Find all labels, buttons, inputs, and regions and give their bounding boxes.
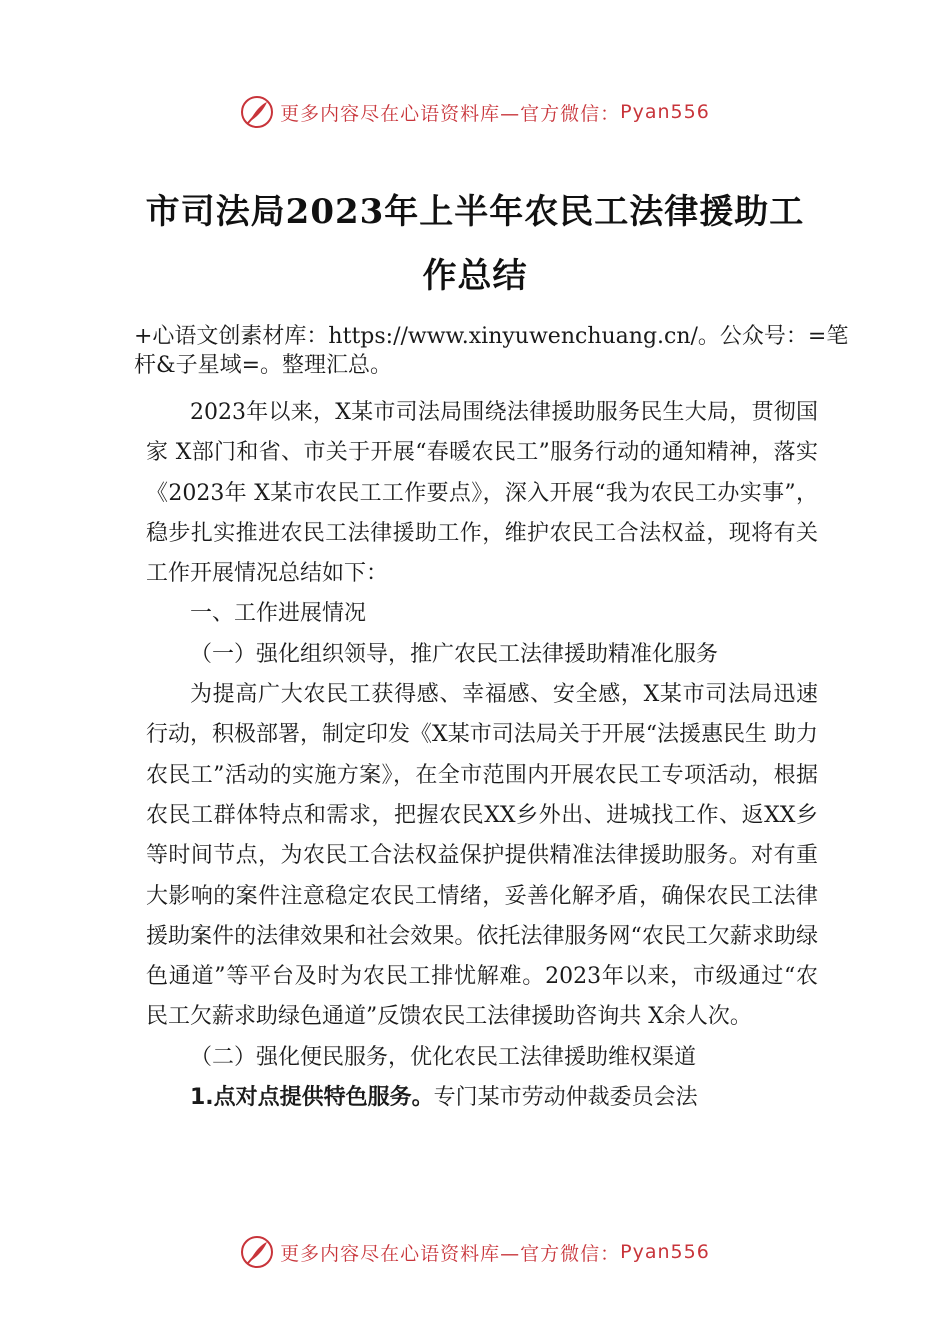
title-line-2: 作总结 — [422, 256, 528, 296]
banner-text: 更多内容尽在心语资料库—官方微信： — [280, 1242, 621, 1265]
document-body — [146, 393, 818, 1118]
item-text: 专门某市劳动仲裁委员会法 — [433, 1085, 698, 1111]
document-title — [130, 180, 820, 308]
section-heading-1: 一、工作进展情况 — [190, 601, 367, 627]
source-note: +心语文创素材库：https://www.xinyuwenchuang.cn/。公众号：=笔杆&子星域=。整理汇总。 — [134, 324, 849, 378]
feather-quill-logo-icon — [240, 95, 274, 129]
title-line-1: 市司法局2023年上半年农民工法律援助工 — [145, 192, 805, 232]
item-heading: 1.点对点提供特色服务。 — [190, 1085, 434, 1111]
subsection-heading-1: （一）强化组织领导，推广农民工法律援助精准化服务 — [190, 641, 719, 667]
footer-banner — [0, 1232, 950, 1272]
intro-paragraph: 2023年以来，X某市司法局围绕法律援助服务民生大局，贯彻国家 X部门和省、市关于开展“春暖农民工”服务行动的通知精神，落实《2023年 X某市农民工工作要点》，深入开展“我为农民工办实事”，稳步扎实推进农民工法律援助工作，维护农民工合法权益，现将有关工作开展情况总结如下： — [146, 400, 818, 587]
banner-contact: Pyan556 — [620, 1241, 710, 1263]
body-paragraph-2: 为提高广大农民工获得感、幸福感、安全感，X某市司法局迅速行动，积极部署，制定印发《X某市司法局关于开展“法援惠民生 助力农民工”活动的实施方案》，在全市范围内开展农民工专项活动，根据农民工群体特点和需求，把握农民XX乡外出、进城找工作、返XX乡等时间节点，为农民工合法权益保护提供精准法律援助服务。对有重大影响的案件注意稳定农民工情绪，妥善化解矛盾，确保农民工法律援助案件的法律效果和社会效果。依托法律服务网“农民工欠薪求助绿色通道”等平台及时为农民工排忧解难。2023年以来，市级通过“农民工欠薪求助绿色通道”反馈农民工法律援助咨询共 X余人次。 — [146, 682, 819, 1030]
banner-text: 更多内容尽在心语资料库—官方微信： — [280, 102, 621, 125]
feather-quill-logo-icon — [240, 1235, 274, 1269]
body-paragraph-3 — [146, 1078, 818, 1118]
header-banner — [0, 92, 950, 132]
subsection-heading-2: （二）强化便民服务，优化农民工法律援助维权渠道 — [190, 1044, 697, 1070]
banner-contact: Pyan556 — [620, 101, 710, 123]
